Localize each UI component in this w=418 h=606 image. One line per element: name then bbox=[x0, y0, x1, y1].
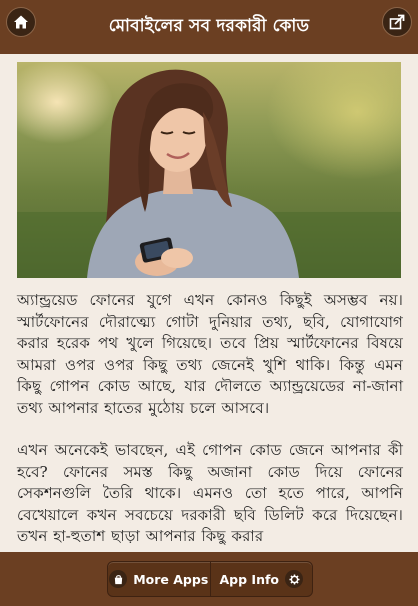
article-paragraph: অ্যান্ড্রয়েড ফোনের যুগে এখন কোনও কিছুই অসম্ভব নয়। স্মার্টফোনের দৌরাত্ম্যে গোটা দুনিয়ার তথ্য, ছবি, যোগাযোগ করার হরেক পথ খুলে গিয়েছে। তবে প্রিয় স্মার্টফোনের বিষয়ে আমরা ওপর ওপর কিছু তথ্য জেনেই খুশি থাকি। কিন্তু এমন কিছু গোপন কোড আছে, যার দৌলতে অ্যান্ড্রয়েডের না-জানা তথ্য আপনার হাতের মুঠোয় চলে আসবে। bbox=[17, 291, 403, 417]
share-button[interactable] bbox=[382, 7, 412, 37]
home-icon bbox=[13, 14, 29, 30]
gear-icon bbox=[285, 570, 303, 588]
shopping-bag-icon bbox=[109, 570, 127, 588]
header-bar bbox=[0, 0, 418, 54]
app-info-label: App Info bbox=[219, 571, 279, 587]
share-icon bbox=[389, 14, 405, 30]
app-info-button[interactable] bbox=[210, 562, 313, 596]
more-apps-button[interactable] bbox=[108, 562, 210, 596]
footer-button-group bbox=[107, 561, 313, 597]
article-scroll-area[interactable] bbox=[0, 54, 418, 552]
page-title: মোবাইলের সব দরকারী কোড bbox=[108, 16, 310, 36]
article-paragraph: এখন অনেকেই ভাবছেন, এই গোপন কোড জেনে আপনার কী হবে? ফোনের সমস্ত কিছু অজানা কোড দিয়ে ফোনের সেকশনগুলি তৈরি থাকে। এমনও তো হতে পারে, আপনি বেখেয়ালে কখন সবচেয়ে দরকারী ছবি ডিলিট করে দিয়েছেন। তখন হা-হুতাশ ছাড়া আপনার কিছু করার bbox=[17, 441, 403, 545]
home-button[interactable] bbox=[6, 7, 36, 37]
article-photo bbox=[17, 62, 401, 278]
article-text bbox=[17, 290, 403, 552]
more-apps-label: More Apps bbox=[133, 571, 209, 587]
